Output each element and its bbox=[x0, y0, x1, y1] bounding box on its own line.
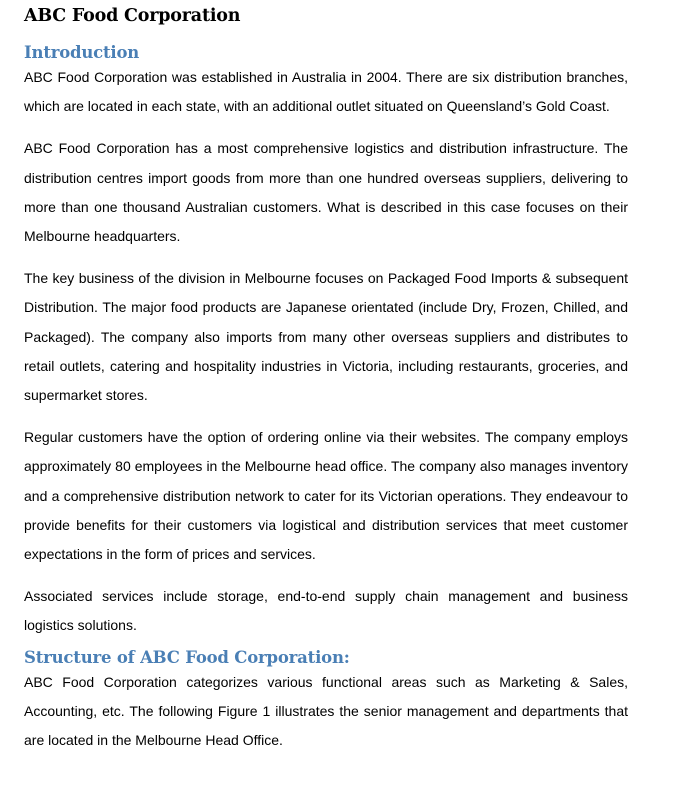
intro-paragraph-1: ABC Food Corporation was established in Australia in 2004. There are six distribution branches, which are located in each state, with an additional outlet situated on Queensland’s Gold Coast. bbox=[24, 69, 628, 115]
document-page bbox=[24, 0, 628, 755]
section-heading-structure: Structure of ABC Food Corporation: bbox=[24, 647, 350, 667]
intro-paragraph-2: ABC Food Corporation has a most comprehensive logistics and distribution infrastructure. The distribution centres import goods from more than one hundred overseas suppliers, delivering to more than one thousand Australian customers. What is described in this case focuses on their Melbourne headquarters. bbox=[24, 140, 628, 245]
intro-paragraph-3: The key business of the division in Melbourne focuses on Packaged Food Imports & subsequent Distribution. The major food products are Japanese orientated (include Dry, Frozen, Chilled, and Packaged). The company also imports from many other overseas suppliers and distributes to retail outlets, catering and hospitality industries in Victoria, including restaurants, groceries, and supermarket stores. bbox=[24, 270, 628, 404]
intro-paragraph-5: Associated services include storage, end-to-end supply chain management and business logistics solutions. bbox=[24, 588, 628, 634]
intro-paragraph-4: Regular customers have the option of ordering online via their websites. The company employs approximately 80 employees in the Melbourne head office. The company also manages inventory and a comprehensive distribution network to cater for its Victorian operations. They endeavour to provide benefits for their customers via logistical and distribution services that meet customer expectations in the form of prices and services. bbox=[24, 429, 628, 563]
section-heading-introduction: Introduction bbox=[24, 43, 140, 62]
structure-paragraph-1: ABC Food Corporation categorizes various functional areas such as Marketing & Sales, Accounting, etc. The following Figure 1 illustrates the senior management and departments that are located in the Melbourne Head Office. bbox=[24, 673, 628, 749]
document-title: ABC Food Corporation bbox=[24, 6, 241, 26]
